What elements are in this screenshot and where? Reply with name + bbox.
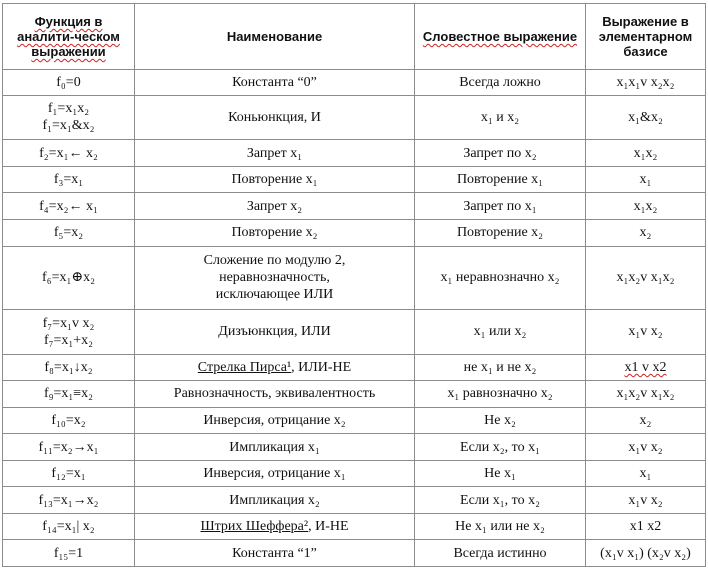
verbal-cell: Не x₁	[415, 460, 586, 487]
header-verbal: Словестное выражение	[415, 4, 586, 70]
table-row	[3, 513, 706, 540]
fn-cell	[3, 309, 135, 354]
name-cell: Импликация x₂	[135, 487, 415, 514]
table-row	[3, 354, 706, 381]
verbal-cell: x₁ и x₂	[415, 95, 586, 140]
basis-cell: x₁x₂v x₁x₂	[586, 381, 706, 408]
basis-cell: x₁v x₂	[586, 434, 706, 461]
fn-cell: f₅=x₂	[3, 219, 135, 246]
verbal-cell: Повторение x₂	[415, 219, 586, 246]
verbal-cell: Не x₂	[415, 407, 586, 434]
fn-cell: f₁₅=1	[3, 540, 135, 567]
verbal-cell: Запрет по x₁	[415, 193, 586, 220]
table-row	[3, 309, 706, 354]
table-row	[3, 434, 706, 461]
name-cell: Инверсия, отрицание x₁	[135, 460, 415, 487]
footnote-link-sheffer[interactable]: Штрих Шеффера²	[200, 519, 309, 535]
name-cell: Запрет x₂	[135, 193, 415, 220]
verbal-cell: Всегда ложно	[415, 70, 586, 96]
basis-cell: x₁v x₂	[586, 309, 706, 354]
fn-cell: f₉=x₁≡x₂	[3, 381, 135, 408]
table-row	[3, 540, 706, 567]
name-line: Сложение по модулю 2,	[203, 253, 346, 269]
verbal-cell: не x₁ и не x₂	[415, 354, 586, 381]
verbal-cell: Если x₂, то x₁	[415, 434, 586, 461]
basis-cell: x1 x2	[586, 513, 706, 540]
name-cell: Повторение x₁	[135, 166, 415, 193]
fn-cell	[3, 95, 135, 140]
name-cell: Повторение x₂	[135, 219, 415, 246]
fn-cell: f₁₃=x₁→x₂	[3, 487, 135, 514]
fn-cell: f₃=x₁	[3, 166, 135, 193]
fn-cell: f₄=x₂← x₁	[3, 193, 135, 220]
verbal-cell: Если x₁, то x₂	[415, 487, 586, 514]
boolean-functions-table	[2, 3, 706, 567]
name-cell	[135, 246, 415, 309]
basis-cell: x₁&x₂	[586, 95, 706, 140]
fn-cell: f₀=0	[3, 70, 135, 96]
table-row	[3, 460, 706, 487]
table-row	[3, 140, 706, 167]
basis-cell: x₁x₂	[586, 193, 706, 220]
fn-cell: f₁₀=x₂	[3, 407, 135, 434]
name-cell: Константа “0”	[135, 70, 415, 96]
verbal-cell: x₁ неравнозначно x₂	[415, 246, 586, 309]
name-line: неравнозначность,	[219, 270, 330, 286]
name-cell: Коньюнкция, И	[135, 95, 415, 140]
table-row	[3, 407, 706, 434]
fn-line: f₁=x₁&x₂	[42, 118, 95, 134]
basis-cell: x₁x₂	[586, 140, 706, 167]
name-rest: , ИЛИ-НЕ	[291, 359, 352, 375]
fn-cell: f₂=x₁← x₂	[3, 140, 135, 167]
header-elementary: Выражение в элементарном базисе	[586, 4, 706, 70]
name-cell: Равнозначность, эквивалентность	[135, 381, 415, 408]
basis-cell: x1 v x2	[586, 354, 706, 381]
basis-cell: (x₁v x₁) (x₂v x₂)	[586, 540, 706, 567]
name-cell: Дизъюнкция, ИЛИ	[135, 309, 415, 354]
name-cell: Импликация x₁	[135, 434, 415, 461]
footnote-link-peirce[interactable]: Стрелка Пирса¹	[197, 359, 292, 375]
basis-cell: x₁x₂v x₁x₂	[586, 246, 706, 309]
table-row	[3, 95, 706, 140]
fn-cell: f₈=x₁↓x₂	[3, 354, 135, 381]
basis-cell: x₁x₁v x₂x₂	[586, 70, 706, 96]
fn-cell: f₁₂=x₁	[3, 460, 135, 487]
table-row	[3, 70, 706, 96]
verbal-cell: Не x₁ или не x₂	[415, 513, 586, 540]
fn-line: f₇=x₁+x₂	[43, 332, 94, 348]
basis-cell: x₂	[586, 219, 706, 246]
header-function: Функция в аналити-ческом выражении	[3, 4, 135, 70]
basis-cell: x₁	[586, 460, 706, 487]
fn-cell: f₁₁=x₂→x₁	[3, 434, 135, 461]
table-row	[3, 487, 706, 514]
name-rest: , И-НЕ	[308, 519, 349, 535]
name-cell	[135, 513, 415, 540]
table-row	[3, 193, 706, 220]
verbal-cell: x₁ или x₂	[415, 309, 586, 354]
name-cell	[135, 354, 415, 381]
verbal-cell: Запрет по x₂	[415, 140, 586, 167]
name-cell: Константа “1”	[135, 540, 415, 567]
fn-cell: f₆=x₁⊕x₂	[3, 246, 135, 309]
verbal-cell: Всегда истинно	[415, 540, 586, 567]
header-name: Наименование	[135, 4, 415, 70]
verbal-cell: x₁ равнозначно x₂	[415, 381, 586, 408]
fn-line: f₁=x₁x₂	[47, 101, 90, 117]
table-row	[3, 246, 706, 309]
name-cell: Запрет x₁	[135, 140, 415, 167]
fn-cell: f₁₄=x₁| x₂	[3, 513, 135, 540]
fn-line: f₇=x₁v x₂	[42, 315, 95, 331]
verbal-cell: Повторение x₁	[415, 166, 586, 193]
basis-cell: x₁	[586, 166, 706, 193]
basis-cell: x₂	[586, 407, 706, 434]
basis-cell: x₁v x₂	[586, 487, 706, 514]
table-row	[3, 381, 706, 408]
name-line: исключающее ИЛИ	[215, 287, 334, 303]
header-row	[3, 4, 706, 70]
table-row	[3, 219, 706, 246]
table-row	[3, 166, 706, 193]
name-cell: Инверсия, отрицание x₂	[135, 407, 415, 434]
